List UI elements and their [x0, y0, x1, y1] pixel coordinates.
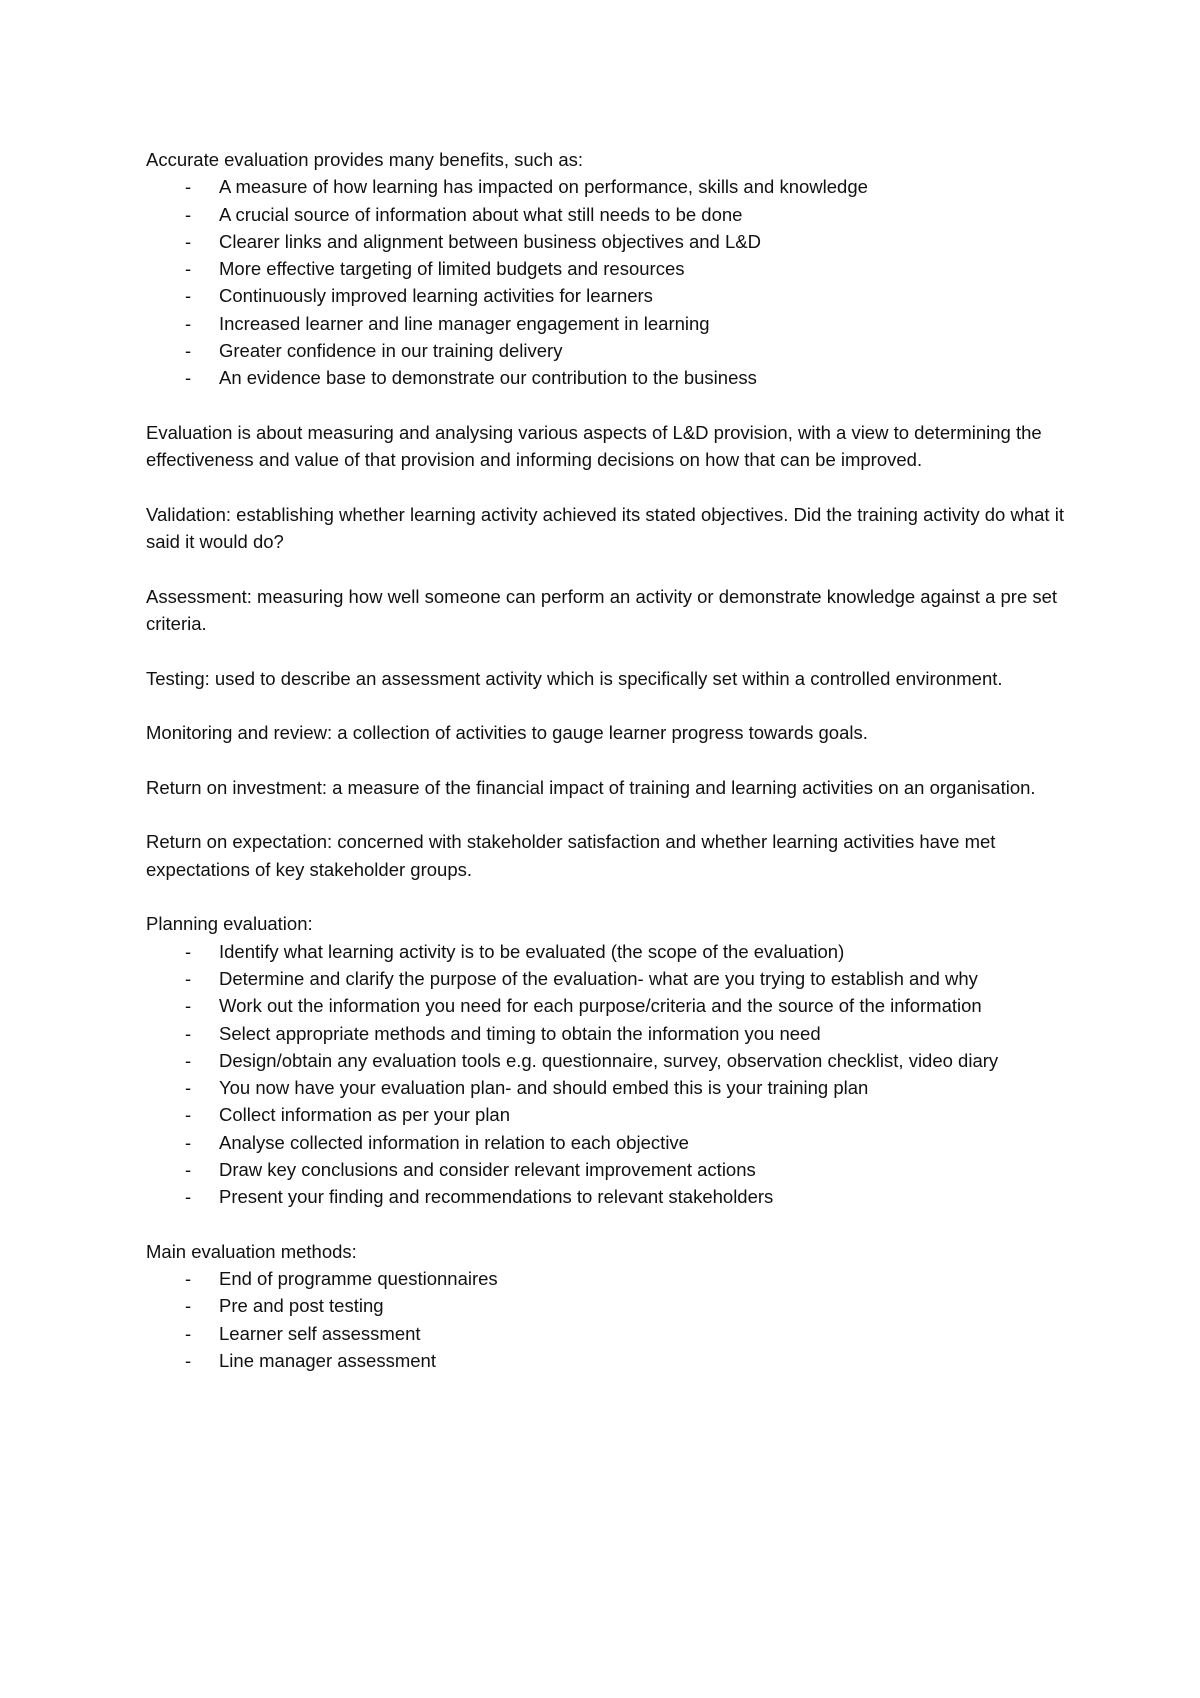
dash-marker: -: [185, 1022, 192, 1044]
list-item: - End of programme questionnaires: [146, 1265, 1066, 1292]
list-item: - Work out the information you need for each purpose/criteria and the source of the information: [146, 992, 1066, 1019]
dash-marker: -: [185, 176, 192, 198]
document-body: [146, 146, 1066, 1374]
dash-marker: -: [185, 285, 192, 307]
list-item: - Analyse collected information in relation to each objective: [146, 1129, 1066, 1156]
dash-marker: -: [185, 203, 192, 225]
list-item: - Identify what learning activity is to be evaluated (the scope of the evaluation): [146, 938, 1066, 965]
dash-marker: -: [185, 367, 192, 389]
planning-heading: Planning evaluation:: [146, 913, 313, 935]
list-item: - An evidence base to demonstrate our contribution to the business: [146, 364, 1066, 391]
planning-list: [146, 938, 1066, 1211]
list-item: - Determine and clarify the purpose of the evaluation- what are you trying to establish and why: [146, 965, 1066, 992]
list-item: - Design/obtain any evaluation tools e.g. questionnaire, survey, observation checklist, video diary: [146, 1047, 1066, 1074]
dash-marker: -: [185, 1295, 192, 1317]
dash-marker: -: [185, 1322, 192, 1344]
dash-marker: -: [185, 1268, 192, 1290]
list-item: - Learner self assessment: [146, 1320, 1066, 1347]
dash-marker: -: [185, 1350, 192, 1372]
testing-definition: Testing: used to describe an assessment activity which is specifically set within a controlled environment.: [146, 667, 1003, 689]
dash-marker: -: [185, 340, 192, 362]
dash-marker: -: [185, 258, 192, 280]
dash-marker: -: [185, 1104, 192, 1126]
assessment-definition: Assessment: measuring how well someone can perform an activity or demonstrate knowledge against a pre set criteria.: [146, 585, 1058, 635]
list-item: - A crucial source of information about what still needs to be done: [146, 201, 1066, 228]
list-item: - Draw key conclusions and consider relevant improvement actions: [146, 1156, 1066, 1183]
dash-marker: -: [185, 1186, 192, 1208]
list-item: - Select appropriate methods and timing to obtain the information you need: [146, 1020, 1066, 1047]
list-item: - A measure of how learning has impacted on performance, skills and knowledge: [146, 173, 1066, 200]
dash-marker: -: [185, 1131, 192, 1153]
dash-marker: -: [185, 312, 192, 334]
list-item: - Clearer links and alignment between business objectives and L&D: [146, 228, 1066, 255]
roi-definition: Return on investment: a measure of the financial impact of training and learning activities on an organisation.: [146, 776, 1036, 798]
list-item: - Line manager assessment: [146, 1347, 1066, 1374]
list-item: - Greater confidence in our training delivery: [146, 337, 1066, 364]
list-item: - Continuously improved learning activities for learners: [146, 282, 1066, 309]
roe-definition: Return on expectation: concerned with stakeholder satisfaction and whether learning activities have met expectations of key stakeholder groups.: [146, 831, 996, 880]
list-item: - Present your finding and recommendations to relevant stakeholders: [146, 1183, 1066, 1210]
dash-marker: -: [185, 940, 192, 962]
dash-marker: -: [185, 995, 192, 1017]
benefits-intro: Accurate evaluation provides many benefits, such as:: [146, 149, 584, 170]
list-item: - Pre and post testing: [146, 1292, 1066, 1319]
list-item: - More effective targeting of limited budgets and resources: [146, 255, 1066, 282]
dash-marker: -: [185, 1077, 192, 1099]
dash-marker: -: [185, 1049, 192, 1071]
methods-heading: Main evaluation methods:: [146, 1240, 357, 1262]
benefits-list: [146, 173, 1066, 391]
list-item: - Increased learner and line manager engagement in learning: [146, 310, 1066, 337]
evaluation-definition: Evaluation is about measuring and analysing various aspects of L&D provision, with a view to determining the effectiveness and value of that provision and informing decisions on how that can be improved.: [146, 421, 1042, 471]
list-item: - Collect information as per your plan: [146, 1101, 1066, 1128]
list-item: - You now have your evaluation plan- and should embed this is your training plan: [146, 1074, 1066, 1101]
validation-definition: Validation: establishing whether learning activity achieved its stated objectives. Did the training activity do what it said it would do?: [146, 503, 1064, 553]
methods-list: [146, 1265, 1066, 1374]
monitoring-definition: Monitoring and review: a collection of activities to gauge learner progress towards goals.: [146, 722, 868, 744]
dash-marker: -: [185, 230, 192, 252]
dash-marker: -: [185, 967, 192, 989]
dash-marker: -: [185, 1158, 192, 1180]
